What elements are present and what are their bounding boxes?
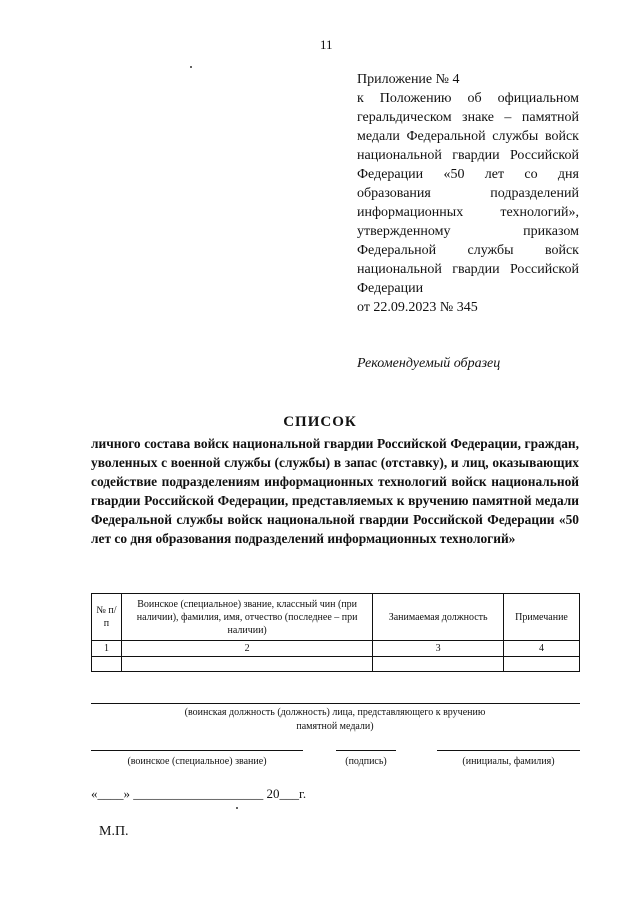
position-signature-line bbox=[91, 703, 580, 704]
table-cell bbox=[92, 657, 122, 672]
name-signature-line bbox=[437, 750, 580, 751]
header-position: Занимаемая должность bbox=[373, 594, 504, 641]
document-title: СПИСОК bbox=[283, 414, 357, 430]
scan-speck bbox=[236, 807, 238, 809]
header-note: Примечание bbox=[504, 594, 580, 641]
position-caption: (воинская должность (должность) лица, представляющего к вручению памятной медали) bbox=[184, 707, 486, 732]
scan-speck bbox=[190, 66, 192, 68]
sample-label: Рекомендуемый образец bbox=[357, 356, 501, 371]
column-number-2: 2 bbox=[121, 641, 372, 657]
table-cell bbox=[373, 657, 504, 672]
stamp-place-label: М.П. bbox=[99, 824, 129, 839]
column-number-1: 1 bbox=[92, 641, 122, 657]
table-cell bbox=[121, 657, 372, 672]
rank-signature-line bbox=[91, 750, 303, 751]
table-header-row bbox=[92, 594, 580, 641]
table-row bbox=[92, 657, 580, 672]
table-cell bbox=[504, 657, 580, 672]
table-column-number-row bbox=[92, 641, 580, 657]
signature-caption: (подпись) bbox=[345, 756, 387, 767]
appendix-date: от 22.09.2023 № 345 bbox=[357, 300, 478, 315]
header-number: № п/п bbox=[92, 594, 122, 641]
appendix-block bbox=[357, 70, 579, 317]
award-list-table bbox=[91, 593, 580, 672]
rank-caption: (воинское (специальное) звание) bbox=[127, 756, 267, 767]
page-number: 11 bbox=[320, 37, 333, 52]
name-caption: (инициалы, фамилия) bbox=[462, 756, 555, 767]
column-number-3: 3 bbox=[373, 641, 504, 657]
appendix-title: Приложение № 4 bbox=[357, 72, 460, 87]
header-rank-name: Воинское (специальное) звание, классный чин (при наличии), фамилия, имя, отчество (последнее – при наличии) bbox=[121, 594, 372, 641]
date-line: «____» ____________________ 20___г. bbox=[91, 786, 307, 801]
appendix-body: к Положению об официальном геральдическом знаке – памятной медали Федеральной службы войск национальной гвардии Российской Федерации «50 лет со дня образования подразделений информационных технологий», утвержденному приказом Федеральной службы войск национальной гвардии Российской Федерации bbox=[357, 91, 579, 296]
column-number-4: 4 bbox=[504, 641, 580, 657]
document-subtitle: личного состава войск национальной гвардии Российской Федерации, граждан, уволенных с военной службы (службы) в запас (отставку), и лиц, оказывающих содействие подразделениям информационных технологий войск национальной гвардии Российской Федерации, представляемых к вручению памятной медали Федеральной службы войск национальной гвардии Российской Федерации «50 лет со дня образования подразделений информационных технологий» bbox=[91, 436, 579, 546]
signature-line bbox=[336, 750, 396, 751]
